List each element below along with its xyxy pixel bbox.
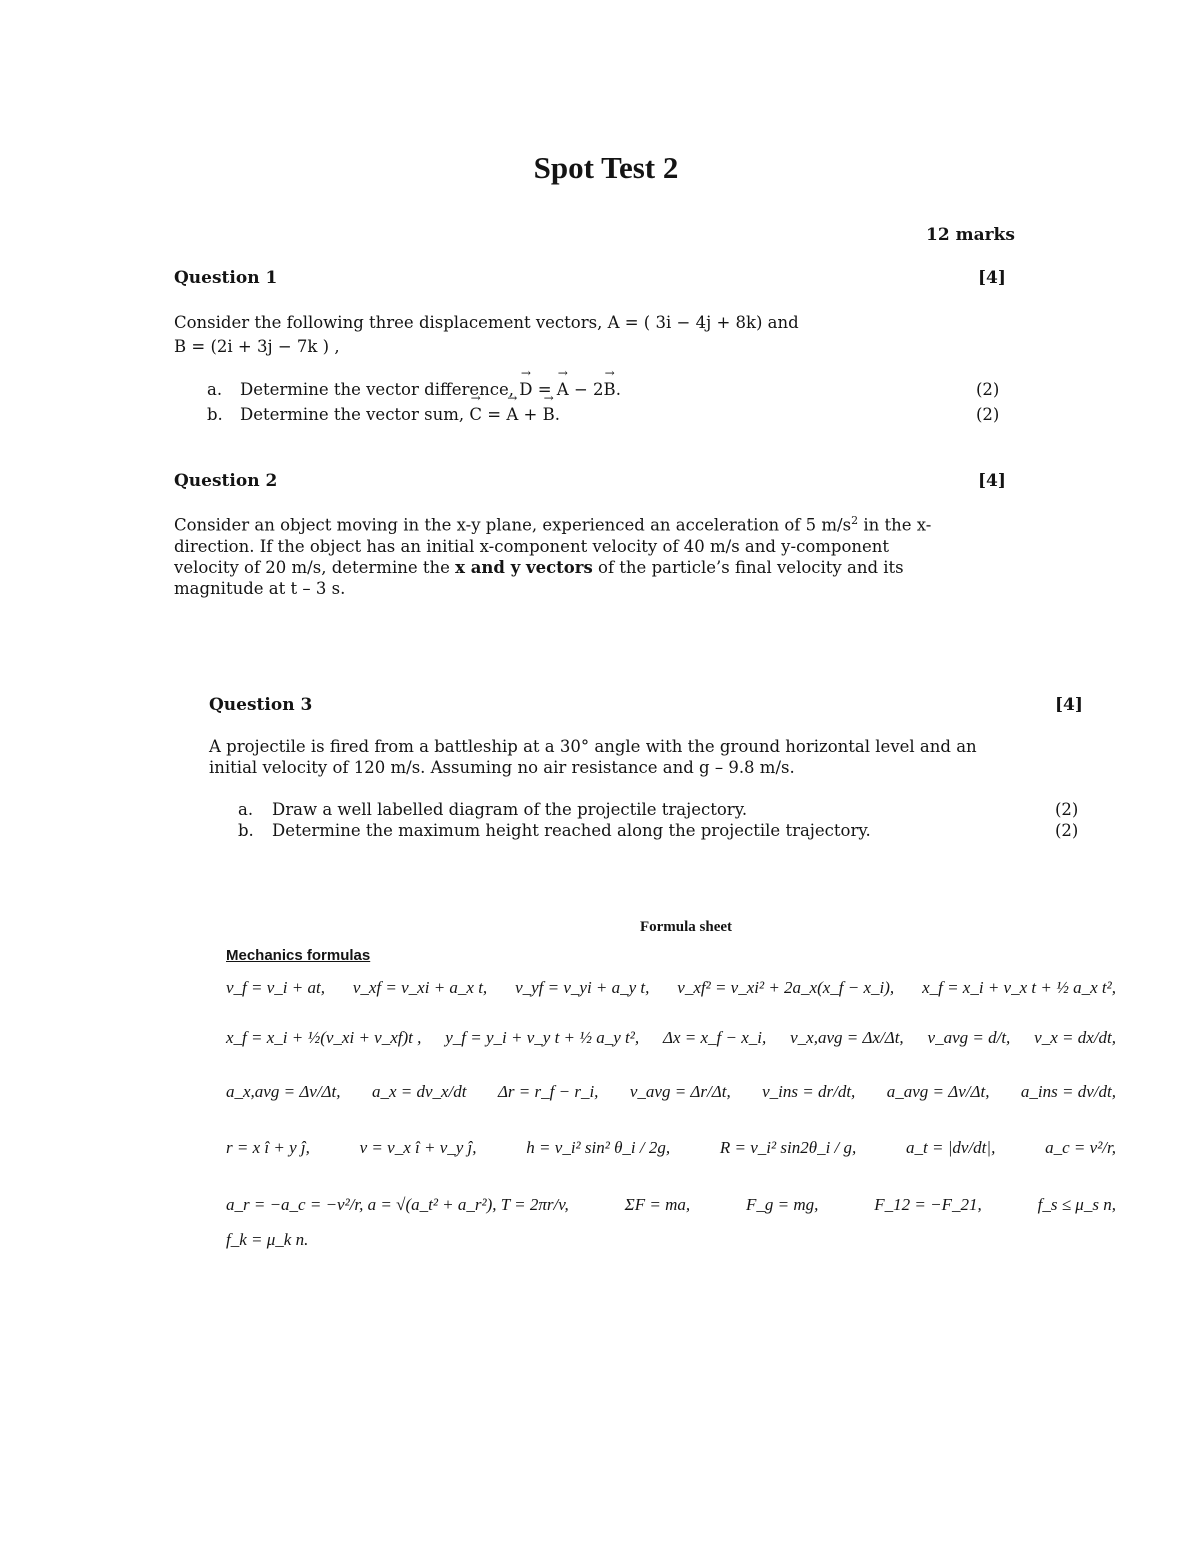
- q2-line1: [174, 510, 1012, 536]
- vector-b: → B: [604, 380, 616, 399]
- question-1-stem-line1: Consider the following three displacement vectors, A = ( 3i − 4j + 8k) and: [174, 313, 799, 332]
- formula: v_f = v_i + at,: [226, 978, 325, 997]
- q1-b-eq: =: [481, 405, 507, 424]
- formula: a_avg = Δv/Δt,: [886, 1082, 990, 1101]
- vector-a: → A: [506, 405, 518, 424]
- q1-b-pre: Determine the vector sum,: [240, 405, 470, 424]
- q1-b-plus: +: [518, 405, 543, 424]
- q1-a-end: .: [615, 380, 621, 399]
- q3-item-a-letter: a.: [238, 800, 254, 819]
- q1-item-b-marks: (2): [976, 405, 1000, 424]
- q3-item-a-marks: (2): [1055, 800, 1079, 819]
- formula: v_xf = v_xi + a_x t,: [352, 978, 488, 997]
- q2-line1-a: Consider an object moving in the x-y plane, experienced an acceleration of 5 m/s: [174, 515, 852, 535]
- q2-line4: magnitude at t – 3 s.: [174, 578, 346, 598]
- q3-line1: A projectile is fired from a battleship at a 30° angle with the ground horizontal level and an: [209, 737, 977, 756]
- formula: v = v_x î + v_y ĵ,: [359, 1138, 477, 1157]
- question-2-marks: [4]: [978, 471, 1006, 491]
- q3-item-b-text: Determine the maximum height reached along the projectile trajectory.: [272, 821, 871, 840]
- question-1-heading: Question 1: [174, 268, 278, 288]
- formula-sheet-title: Formula sheet: [639, 919, 733, 935]
- q2-line2: direction. If the object has an initial x-component velocity of 40 m/s and y-component: [174, 536, 890, 556]
- mechanics-formulas-heading: Mechanics formulas: [226, 947, 371, 964]
- vector-d: → D: [519, 380, 532, 399]
- formula: F_12 = −F_21,: [874, 1195, 982, 1214]
- formula-row-4: [226, 1138, 1116, 1158]
- formula: h = v_i² sin² θ_i / 2g,: [526, 1138, 671, 1157]
- question-3-heading: Question 3: [209, 695, 313, 715]
- q1-a-eq: =: [532, 380, 557, 399]
- formula: v_x,avg = Δx/Δt,: [790, 1028, 904, 1047]
- formula: f_k = μ_k n.: [226, 1230, 309, 1249]
- q2-line3-a: velocity of 20 m/s, determine the: [174, 557, 456, 577]
- q2-line3-bold: x and y vectors: [455, 557, 593, 577]
- q3-item-a-text: Draw a well labelled diagram of the projectile trajectory.: [272, 800, 748, 819]
- q1-a-pre: Determine the vector difference,: [240, 380, 520, 399]
- formula: a_r = −a_c = −v²/r, a = √(a_t² + a_r²), T = 2πr/v,: [226, 1195, 569, 1214]
- question-3-body: [209, 736, 1093, 778]
- formula: Δr = r_f − r_i,: [497, 1082, 599, 1101]
- formula: ΣF = ma,: [624, 1195, 691, 1214]
- formula: x_f = x_i + ½(v_xi + v_xf)t ,: [226, 1028, 422, 1047]
- total-marks: 12 marks: [926, 225, 1015, 245]
- formula: f_s ≤ μ_s n,: [1037, 1195, 1116, 1214]
- formula: v_avg = d/t,: [927, 1028, 1011, 1047]
- q3-line2: initial velocity of 120 m/s. Assuming no air resistance and g – 9.8 m/s.: [209, 758, 795, 777]
- formula: a_x,avg = Δv/Δt,: [226, 1082, 341, 1101]
- q3-item-b-letter: b.: [238, 821, 254, 840]
- formula: a_c = v²/r,: [1045, 1138, 1116, 1157]
- page-title: Spot Test 2: [533, 150, 679, 185]
- formula: R = v_i² sin2θ_i / g,: [719, 1138, 857, 1157]
- formula-row-6: [226, 1230, 1116, 1250]
- formula: a_ins = dv/dt,: [1020, 1082, 1116, 1101]
- q1-item-b-text: [240, 405, 560, 424]
- formula-row-3: [226, 1082, 1116, 1102]
- vector-b: → B: [543, 405, 555, 424]
- q1-a-minus: − 2: [568, 380, 604, 399]
- q1-item-a-marks: (2): [976, 380, 1000, 399]
- formula: v_yf = v_yi + a_y t,: [515, 978, 650, 997]
- formula: x_f = x_i + v_x t + ½ a_x t²,: [922, 978, 1116, 997]
- formula: a_t = |dv/dt|,: [906, 1138, 996, 1157]
- formula: Δx = x_f − x_i,: [663, 1028, 767, 1047]
- q1-item-b-letter: b.: [207, 405, 223, 424]
- q1-item-a-letter: a.: [207, 380, 223, 399]
- q1-item-a-text: [240, 380, 621, 399]
- question-1-marks: [4]: [978, 268, 1006, 288]
- question-1-stem-line2: B = (2i + 3j − 7k ) ,: [174, 337, 340, 356]
- q2-line3: [174, 557, 1012, 578]
- q2-line1-b: in the x-: [858, 515, 932, 535]
- vector-a: → A: [557, 380, 569, 399]
- formula: v_avg = Δr/Δt,: [629, 1082, 731, 1101]
- q2-line1-sup: 2: [851, 514, 859, 527]
- question-2-heading: Question 2: [174, 471, 278, 491]
- formula: v_xf² = v_xi² + 2a_x(x_f − x_i),: [677, 978, 895, 997]
- question-2-body: [174, 510, 1012, 599]
- formula: r = x î + y ĵ,: [226, 1138, 310, 1157]
- q2-line3-b: of the particle’s final velocity and its: [592, 557, 904, 577]
- formula-row-5: [226, 1195, 1116, 1215]
- formula-row-2: [226, 1028, 1116, 1048]
- question-3-marks: [4]: [1055, 695, 1083, 715]
- q1-b-end: .: [554, 405, 560, 424]
- vector-c: → C: [469, 405, 482, 424]
- formula: v_ins = dr/dt,: [762, 1082, 856, 1101]
- q3-item-b-marks: (2): [1055, 821, 1079, 840]
- formula: F_g = mg,: [746, 1195, 819, 1214]
- formula: v_x = dx/dt,: [1034, 1028, 1116, 1047]
- formula: y_f = y_i + v_y t + ½ a_y t²,: [445, 1028, 640, 1047]
- formula-row-1: [226, 978, 1116, 998]
- formula: a_x = dv_x/dt: [371, 1082, 467, 1101]
